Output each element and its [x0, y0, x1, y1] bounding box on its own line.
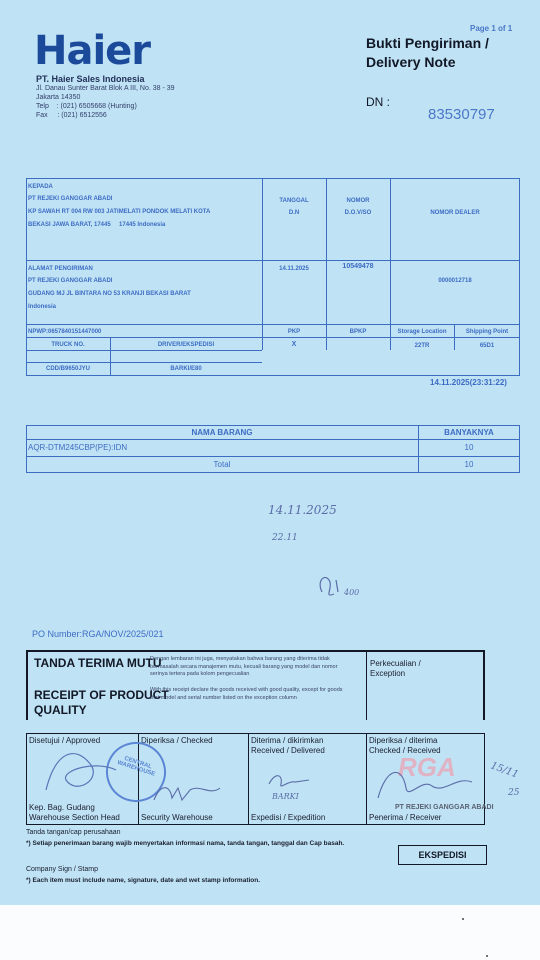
sig-approved-label: Disetujui / Approved	[29, 736, 101, 745]
alamat-line-2: GUDANG MJ JL BINTARA NO 53 KRANJI BEKASI BARAT	[28, 291, 191, 297]
sig-checked-label: Diperiksa / Checked	[141, 736, 213, 745]
footer-note-en: *) Each item must include name, signature, date and wet stamp information.	[26, 877, 261, 884]
paper-speck	[486, 955, 488, 957]
receipt-text-id: Dengan lembaran ini juga, menyatakan bahwa barang yang diterima tidak bermasalah secara manajemen mutu, kecuali barang yang model dan nomor serinya tertera pada kolom pengecualian	[150, 656, 338, 677]
storage-location-label: Storage Location	[397, 329, 447, 335]
sig-security-role: Security Warehouse	[141, 813, 213, 822]
pkp-value: X	[291, 341, 297, 348]
nomor-sub: D.O.V/SO	[344, 210, 372, 216]
receipt-title-en-2: QUALITY	[34, 703, 87, 717]
page-indicator: Page 1 of 1	[470, 24, 513, 33]
truck-value: CDD/B9650JYU	[45, 366, 91, 372]
footer-sign-label: Tanda tangan/cap perusahaan	[26, 829, 121, 836]
fax-line: Fax : (021) 6512556	[36, 112, 107, 119]
npwp: NPWP:0657840151447000	[28, 329, 102, 335]
handwritten-initial: 400	[344, 588, 360, 597]
handwritten-time: 22.11	[272, 533, 298, 543]
storage-location-value: 22TR	[414, 343, 430, 349]
receiver-signature	[372, 758, 482, 808]
alamat-label: ALAMAT PENGIRIMAN	[28, 266, 93, 272]
nomor-dealer-label: NOMOR DEALER	[430, 210, 480, 216]
address-line-1: Jl. Danau Sunter Barat Blok A III, No. 38 - 39	[36, 85, 175, 92]
sig-expedition-role: Expedisi / Expedition	[251, 813, 326, 822]
nomor-label: NOMOR	[346, 198, 370, 204]
sig-approved-role-id: Kep. Bag. Gudang	[29, 803, 95, 812]
tanggal-value: 14.11.2025	[279, 266, 309, 272]
handwritten-date: 14.11.2025	[268, 503, 337, 517]
item-name: AQR-DTM245CBP(PE):IDN	[28, 443, 128, 452]
dn-label: DN :	[366, 95, 390, 109]
po-number: PO Number:RGA/NOV/2025/021	[32, 629, 164, 639]
footer-note-id: *) Setiap penerimaan barang wajib menyertakan informasi nama, tanda tangan, tanggal dan Cap basah.	[26, 840, 345, 847]
sig-expedition-note: BARKI	[272, 792, 299, 801]
exception-label-2: Exception	[370, 669, 406, 678]
kepada-label: KEPADA	[28, 184, 53, 190]
expedition-signature	[265, 770, 315, 792]
tanggal-label: TANGGAL	[279, 198, 309, 204]
pkp-label: PKP	[287, 329, 301, 335]
central-warehouse-stamp-text: CENTRAL WAREHOUSE	[116, 755, 156, 778]
sig-approved-role-en: Warehouse Section Head	[29, 813, 120, 822]
kepada-line-2: KP SAWAH RT 004 RW 003 JATIMELATI PONDOK MELATI KOTA	[28, 209, 211, 215]
copy-label-ekspedisi: EKSPEDISI	[398, 845, 487, 865]
receipt-title-en-1: RECEIPT OF PRODUCT	[34, 688, 169, 702]
address-line-2: Jakarta 14350	[36, 94, 81, 101]
driver-label: DRIVER/EKSPEDISI	[157, 342, 215, 348]
sig-delivered-label-en: Received / Delivered	[251, 746, 325, 755]
kepada-line-1: PT REJEKI GANGGAR ABADI	[28, 196, 113, 202]
sig-receiver-label-id: Diperiksa / diterima	[369, 736, 438, 745]
alamat-line-3: Indonesia	[28, 304, 57, 310]
shipping-point-value: 65D1	[479, 343, 495, 349]
print-timestamp: 14.11.2025(23:31:22)	[430, 378, 507, 387]
col-nama-barang: NAMA BARANG	[191, 428, 253, 437]
item-qty: 10	[464, 443, 474, 452]
haier-logo: Haier	[34, 28, 151, 74]
dn-number: 83530797	[428, 106, 495, 123]
receiver-red-stamp: RGA	[398, 752, 456, 782]
receiver-side-note-2: 25	[508, 788, 520, 798]
receipt-text-en: With this receipt declare the goods received with good quality, except for goods that model and serial number listed on the exception column	[150, 687, 343, 701]
total-qty: 10	[464, 460, 474, 469]
receiver-side-note: 15/11	[488, 760, 520, 781]
sig-receiver-role: Penerima / Receiver	[369, 813, 442, 822]
document-title-id: Bukti Pengiriman /	[366, 35, 489, 51]
kepada-line-3: BEKASI JAWA BARAT, 17445 17445 Indonesia	[28, 222, 166, 228]
document-title	[366, 34, 489, 72]
truck-label: TRUCK NO.	[51, 342, 85, 348]
alamat-line-1: PT REJEKI GANGGAR ABADI	[28, 278, 113, 284]
phone-line: Telp : (021) 6505668 (Hunting)	[36, 103, 137, 110]
bpkp-label: BPKP	[349, 329, 367, 335]
shipping-point-label: Shipping Point	[465, 329, 509, 335]
company-name: PT. Haier Sales Indonesia	[36, 74, 145, 84]
col-banyaknya: BANYAKNYA	[444, 428, 494, 437]
sig-delivered-label-id: Diterima / dikirimkan	[251, 736, 324, 745]
footer-sign-en: Company Sign / Stamp	[26, 866, 98, 873]
sig-receiver-label-en: Checked / Received	[369, 746, 441, 755]
receipt-title-id: TANDA TERIMA MUTU	[34, 656, 162, 670]
security-signature	[150, 780, 230, 810]
approved-signature	[36, 740, 136, 800]
paper-speck	[462, 918, 464, 920]
receiver-company-stamp: PT REJEKI GANGGAR ABADI	[395, 804, 494, 811]
document-title-en: Delivery Note	[366, 54, 456, 70]
total-label: Total	[213, 460, 231, 469]
nomor-value: 10549478	[342, 263, 374, 270]
driver-value: BARKI/E80	[170, 366, 202, 372]
exception-label-1: Perkecualian /	[370, 659, 421, 668]
handwritten-initial-mark	[312, 570, 372, 606]
tanggal-sub: D.N	[288, 210, 300, 216]
dealer-value: 0000012718	[438, 278, 472, 284]
